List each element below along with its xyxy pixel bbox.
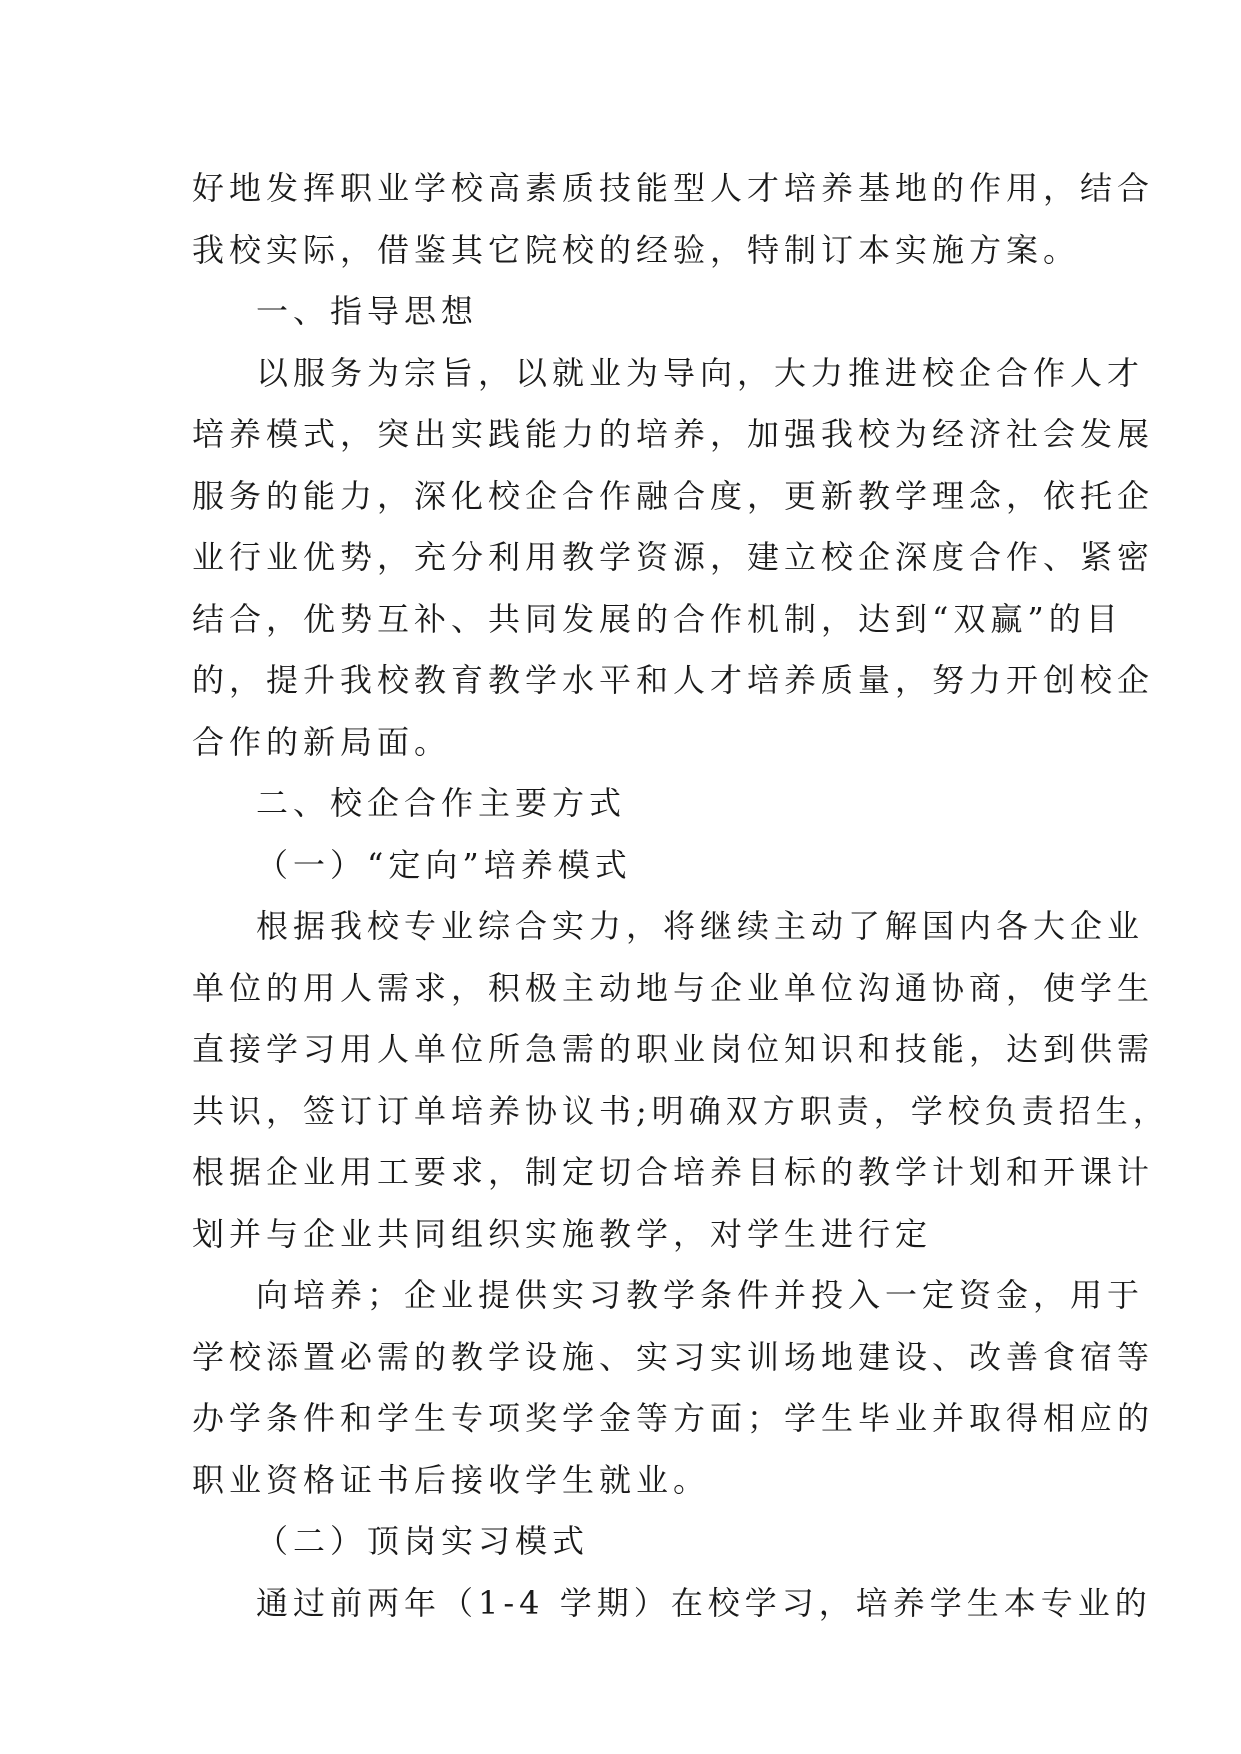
text-line: 合作的新局面。 [192,722,452,761]
text-line: 学校添置必需的教学设施、实习实训场地建设、改善食宿等 [192,1337,1155,1376]
text-line: 一、指导思想 [256,292,479,330]
text-line: 直接学习用人单位所急需的职业岗位知识和技能，达到供需 [192,1030,1155,1068]
text-line: 办学条件和学生专项奖学金等方面；学生毕业并取得相应的 [192,1399,1155,1437]
text-line: （一）“定向”培养模式 [256,845,632,884]
text-line: 单位的用人需求，积极主动地与企业单位沟通协商，使学生 [192,968,1155,1007]
text-line: 根据企业用工要求，制定切合培养目标的教学计划和开课计 [192,1153,1155,1191]
text-line: 结合，优势互补、共同发展的合作机制，达到“双赢”的目 [192,599,1123,638]
text-line: 业行业优势，充分利用教学资源，建立校企深度合作、紧密 [192,538,1155,576]
document-body [192,158,1170,1634]
text-line: 共识，签订订单培养协议书;明确双方职责，学校负责招生， [192,1091,1170,1130]
text-line: 好地发挥职业学校高素质技能型人才培养基地的作用，结合 [192,169,1155,207]
text-line: 服务的能力，深化校企合作融合度，更新教学理念，依托企 [192,476,1155,515]
text-line: 以服务为宗旨，以就业为导向，大力推进校企合作人才 [256,353,1145,392]
text-line: 培养模式，突出实践能力的培养，加强我校为经济社会发展 [192,415,1155,453]
text-line: 二、校企合作主要方式 [256,784,627,822]
text-line: 根据我校专业综合实力，将继续主动了解国内各大企业 [256,907,1145,945]
text-line: 职业资格证书后接收学生就业。 [192,1460,711,1499]
text-line: 向培养；企业提供实习教学条件并投入一定资金，用于 [256,1276,1145,1314]
text-line: 划并与企业共同组织实施教学，对学生进行定 [192,1214,933,1253]
text-line: （二）顶岗实习模式 [256,1522,590,1560]
text-line: 我校实际，借鉴其它院校的经验，特制订本实施方案。 [192,230,1081,269]
text-line: 的，提升我校教育教学水平和人才培养质量，努力开创校企 [192,661,1155,699]
text-line: 通过前两年（1-4 学期）在校学习，培养学生本专业的 [256,1583,1152,1622]
